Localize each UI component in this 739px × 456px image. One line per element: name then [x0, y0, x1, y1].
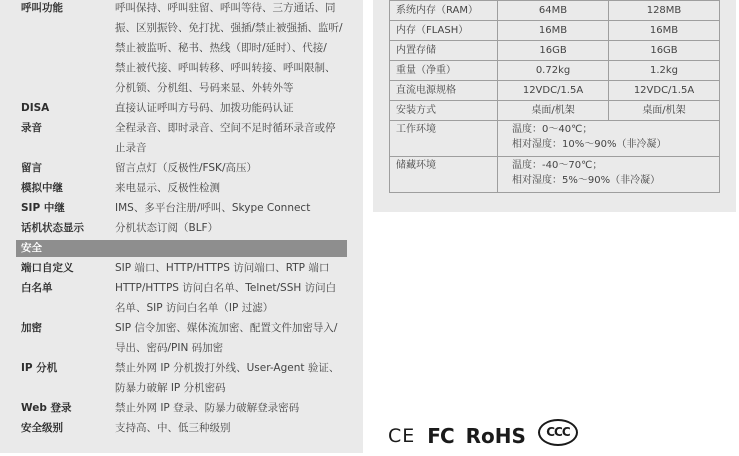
spec-row: [390, 101, 720, 121]
feature-text: 来电显示、反极性检测: [115, 182, 220, 194]
spec-value: 16GB: [609, 41, 720, 61]
spec-value: 16GB: [498, 41, 609, 61]
feature-text: 禁止外网 IP 登录、防暴力破解登录密码: [115, 402, 300, 414]
spec-row: [390, 81, 720, 101]
fcc-mark-icon: FC: [427, 424, 454, 448]
feature-label: IP 分机: [21, 362, 58, 374]
env-line: 温度：0～40℃；: [512, 124, 593, 135]
section-title: 安全: [21, 242, 42, 254]
feature-label: 呼叫功能: [21, 2, 63, 14]
feature-label: DISA: [21, 102, 50, 114]
env-line: 相对湿度：10%～90%（非冷凝）: [512, 139, 667, 150]
spec-row-env: [390, 121, 720, 157]
feature-text: 名单、SIP 访问白名单（IP 过滤）: [115, 302, 274, 314]
feature-label: 话机状态显示: [21, 222, 84, 234]
feature-row-call: [0, 0, 363, 98]
feature-text: 防暴力破解 IP 分机密码: [115, 382, 226, 394]
spec-key: 安装方式: [390, 101, 498, 121]
spec-key: 直流电源规格: [390, 81, 498, 101]
feature-text: 禁止被代接、呼叫转移、呼叫转接、呼叫限制、: [115, 62, 336, 74]
feature-text: 导出、密码/PIN 码加密: [115, 342, 224, 354]
feature-label: 留言: [21, 162, 42, 174]
spec-value: [498, 121, 720, 157]
spec-value: 64MB: [498, 1, 609, 21]
spec-value: 16MB: [609, 21, 720, 41]
feature-label: 加密: [21, 322, 42, 334]
feature-text: 呼叫保持、呼叫驻留、呼叫等待、三方通话、同: [115, 2, 336, 14]
spec-key: 重量（净重）: [390, 61, 498, 81]
spec-row: [390, 21, 720, 41]
spec-row: [390, 41, 720, 61]
spec-value: 0.72kg: [498, 61, 609, 81]
feature-label: 安全级别: [21, 422, 63, 434]
feature-text: IMS、多平台注册/呼叫、Skype Connect: [115, 202, 311, 214]
env-line: 相对湿度：5%～90%（非冷凝）: [512, 175, 661, 186]
feature-text: HTTP/HTTPS 访问白名单、Telnet/SSH 访问白: [115, 282, 337, 294]
spec-value: 128MB: [609, 1, 720, 21]
spec-row: [390, 1, 720, 21]
feature-label: 白名单: [21, 282, 53, 294]
spec-value: 12VDC/1.5A: [609, 81, 720, 101]
ccc-mark-icon: CCC: [538, 419, 578, 446]
feature-text: 禁止外网 IP 分机拨打外线、User-Agent 验证、: [115, 362, 340, 374]
spec-key: 工作环境: [390, 121, 498, 157]
spec-value: 16MB: [498, 21, 609, 41]
feature-label: 模拟中继: [21, 182, 63, 194]
spec-value: 12VDC/1.5A: [498, 81, 609, 101]
feature-text: 止录音: [115, 142, 147, 154]
feature-label: Web 登录: [21, 402, 72, 414]
feature-label: 端口自定义: [21, 262, 74, 274]
section-header-security: [16, 240, 347, 257]
spec-value: 桌面/机架: [609, 101, 720, 121]
feature-text: 分机状态订阅（BLF）: [115, 222, 219, 234]
feature-text: 留言点灯（反极性/FSK/高压）: [115, 162, 257, 174]
spec-key: 内置存储: [390, 41, 498, 61]
spec-row: [390, 61, 720, 81]
feature-text: 禁止被监听、秘书、热线（即时/延时）、代接/: [115, 42, 327, 54]
spec-value: [498, 157, 720, 193]
rohs-mark-icon: RoHS: [465, 424, 526, 448]
certification-logos: [388, 416, 578, 456]
spec-key: 系统内存（RAM）: [390, 1, 498, 21]
spec-row-env: [390, 157, 720, 193]
spec-key: 内存（FLASH）: [390, 21, 498, 41]
spec-table: [389, 0, 720, 193]
feature-text: 支持高、中、低三种级别: [115, 422, 231, 434]
feature-label: 录音: [21, 122, 42, 134]
feature-text: 全程录音、即时录音、空间不足时循环录音或停: [115, 122, 336, 134]
feature-text: SIP 信令加密、媒体流加密、配置文件加密导入/: [115, 322, 338, 334]
ce-mark-icon: CE: [388, 425, 416, 447]
env-line: 温度：-40～70℃；: [512, 160, 603, 171]
feature-text: 分机锁、分机组、号码来显、外转外等: [115, 82, 294, 94]
spec-key: 储藏环境: [390, 157, 498, 193]
feature-text: 直接认证呼叫方号码、加拨功能码认证: [115, 102, 294, 114]
spec-value: 桌面/机架: [498, 101, 609, 121]
feature-text: SIP 端口、HTTP/HTTPS 访问端口、RTP 端口: [115, 262, 330, 274]
feature-text: 振、区别振铃、免打扰、强插/禁止被强插、监听/: [115, 22, 343, 34]
feature-label: SIP 中继: [21, 202, 65, 214]
spec-value: 1.2kg: [609, 61, 720, 81]
